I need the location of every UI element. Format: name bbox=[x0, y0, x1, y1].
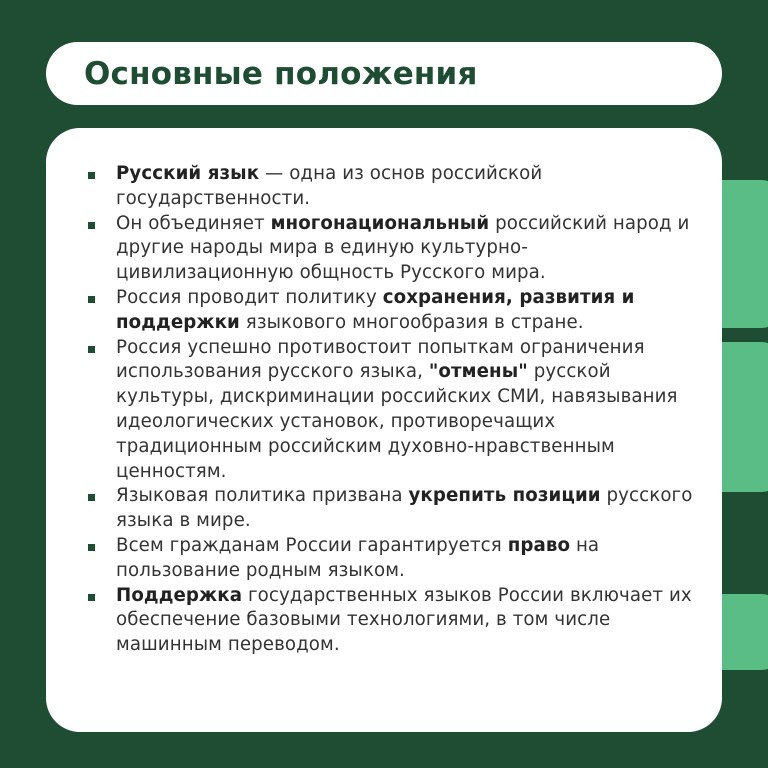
bullet-text: — одна из основ российской государственности. bbox=[116, 163, 543, 209]
bullet-bold-text: Русский язык bbox=[116, 163, 260, 184]
bullet-list bbox=[86, 162, 698, 658]
title-bar bbox=[46, 42, 722, 105]
bullet-text: языкового многообразия в стране. bbox=[239, 311, 584, 333]
bullet-text: Он объединяет bbox=[116, 212, 271, 234]
bullet-marker-icon bbox=[88, 296, 95, 303]
bullet-text: русского языка в мире. bbox=[116, 485, 693, 532]
bullet-bold-text: Поддержка bbox=[116, 584, 243, 606]
content-card bbox=[46, 128, 722, 732]
bullet-text: государственных языков России включает их обеспечение базовыми технологиями, в том числе машинным переводом. bbox=[116, 584, 692, 656]
bullet-marker-icon bbox=[88, 544, 95, 551]
bullet-item bbox=[86, 584, 698, 658]
bullet-marker-icon bbox=[88, 222, 95, 229]
bullet-text: российский народ и другие народы мира в единую культурно-цивилизационную общность Русского мира. bbox=[116, 212, 690, 284]
bullet-item bbox=[86, 162, 698, 212]
bullet-text: Россия успешно противостоит попыткам ограничения использования русского языка, bbox=[116, 336, 645, 383]
bullet-marker-icon bbox=[88, 594, 95, 601]
bullet-bold-text: "отмены" bbox=[428, 361, 528, 383]
bullet-item bbox=[86, 336, 698, 485]
bullet-item bbox=[86, 286, 698, 336]
bullet-bold-text: многонациональный bbox=[270, 212, 490, 234]
bullet-text: на пользование родным языком. bbox=[116, 534, 600, 581]
bullet-marker-icon bbox=[88, 346, 95, 353]
bullet-text: Всем гражданам России гарантируется bbox=[116, 534, 508, 556]
bullet-item bbox=[86, 212, 698, 286]
bullet-bold-text: сохранения, развития и поддержки bbox=[116, 286, 635, 333]
bullet-bold-text: право bbox=[507, 534, 571, 556]
bullet-bold-text: укрепить позиции bbox=[408, 485, 601, 507]
bullet-item bbox=[86, 534, 698, 584]
bullet-marker-icon bbox=[88, 494, 95, 501]
bullet-marker-icon bbox=[88, 172, 95, 179]
page-title: Основные положения bbox=[84, 55, 478, 92]
bullet-text: Языковая политика призвана bbox=[116, 485, 409, 507]
bullet-text: Россия проводит политику bbox=[116, 286, 383, 308]
bullet-item bbox=[86, 484, 698, 534]
bullet-text: русской культуры, дискриминации российских СМИ, навязывания идеологических установок, противоречащих традиционным российским духовно-нравственным ценностям. bbox=[116, 361, 678, 482]
